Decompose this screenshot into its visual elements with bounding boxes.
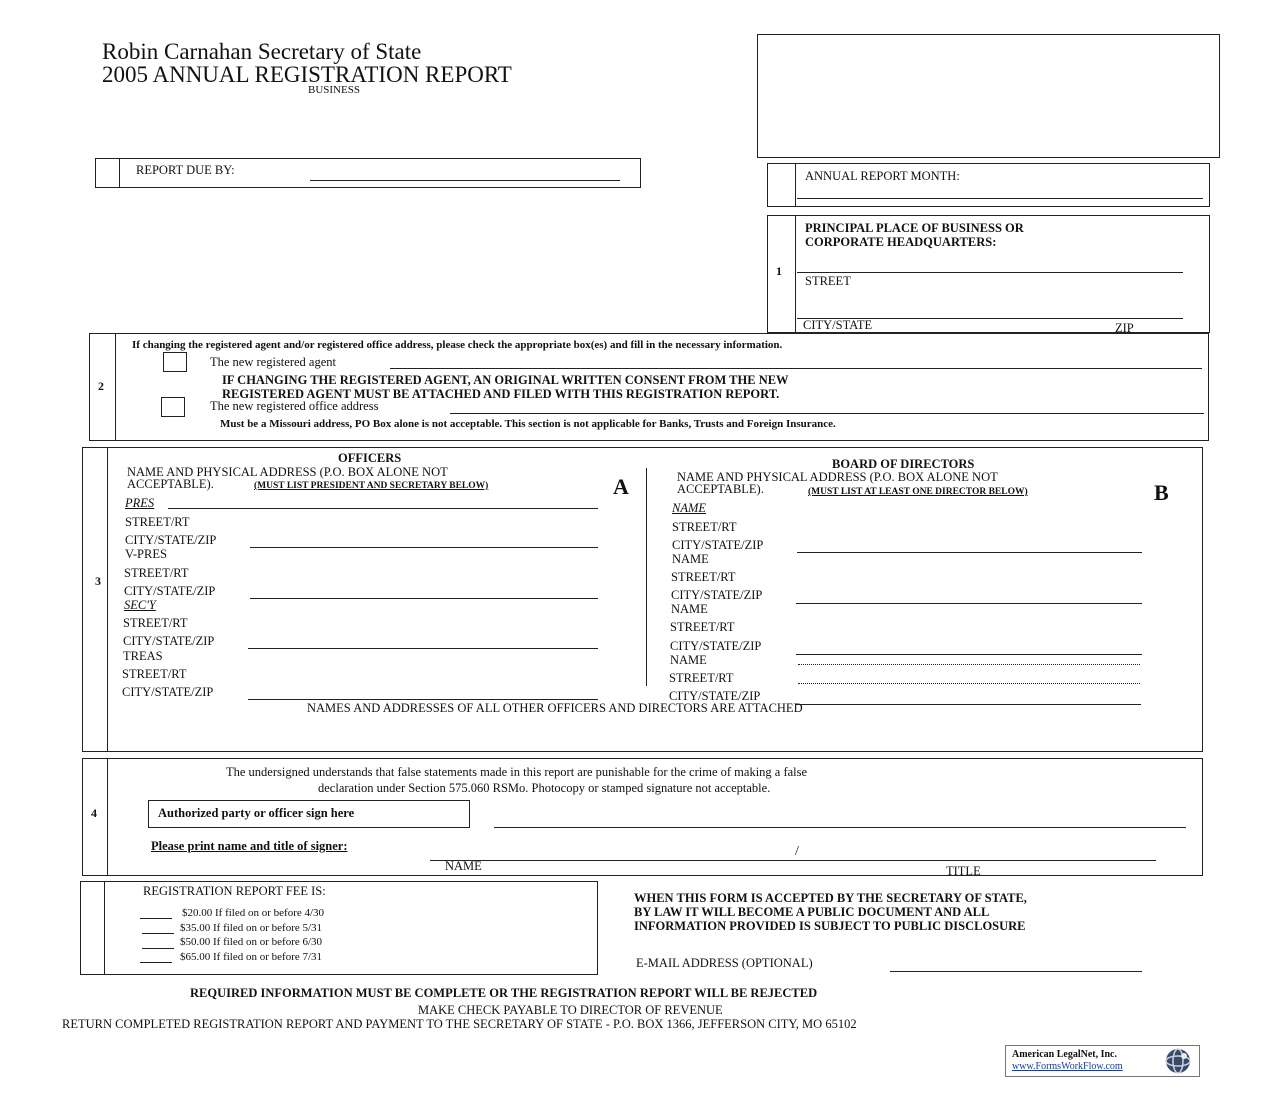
new-agent-field[interactable] (390, 368, 1202, 369)
printed-name-field[interactable] (430, 860, 1156, 861)
section3-divider (646, 468, 647, 686)
new-office-field[interactable] (450, 413, 1204, 414)
director4-street-label: STREET/RT (669, 671, 734, 685)
pres-label: PRES (125, 496, 155, 510)
agent-warning-line1: IF CHANGING THE REGISTERED AGENT, AN ORIGINAL WRITTEN CONSENT FROM THE NEW (222, 373, 789, 387)
director2-street-label: STREET/RT (671, 570, 736, 584)
forms-workflow-globe-icon (1160, 1047, 1196, 1075)
director4-name-field[interactable] (798, 664, 1140, 665)
new-agent-label: The new registered agent (210, 355, 336, 369)
director1-csz-label: CITY/STATE/ZIP (672, 538, 764, 552)
missouri-note: Must be a Missouri address, PO Box alone is not acceptable. This section is not applicable for Banks, Trusts and Foreign Insurance. (220, 418, 836, 430)
false-statement-line2: declaration under Section 575.060 RSMo. Photocopy or stamped signature not acceptable. (318, 781, 771, 795)
footer-required: REQUIRED INFORMATION MUST BE COMPLETE OR THE REGISTRATION REPORT WILL BE REJECTED (190, 986, 818, 1000)
section1-title-line2: CORPORATE HEADQUARTERS: (805, 235, 997, 249)
director3-street-label: STREET/RT (670, 620, 735, 634)
header-title-line2: 2005 ANNUAL REGISTRATION REPORT (102, 62, 512, 87)
agent-warning-line2: REGISTERED AGENT MUST BE ATTACHED AND FILED WITH THIS REGISTRATION REPORT. (222, 387, 780, 401)
pres-csz-label: CITY/STATE/ZIP (125, 533, 217, 547)
section4-number: 4 (91, 806, 97, 820)
business-address-line[interactable] (797, 272, 1183, 273)
header-subtitle: BUSINESS (308, 84, 360, 96)
director4-csz-field[interactable] (795, 704, 1141, 705)
directors-letter: B (1154, 480, 1169, 505)
report-due-field[interactable] (310, 180, 620, 181)
fee-50-label: $50.00 If filed on or before 6/30 (180, 936, 323, 948)
signature-field[interactable] (494, 827, 1186, 828)
false-statement-line1: The undersigned understands that false statements made in this report are punishable for the crime of making a false (226, 765, 808, 779)
public-notice-line2: BY LAW IT WILL BECOME A PUBLIC DOCUMENT AND ALL (634, 905, 990, 919)
email-field[interactable] (890, 971, 1142, 972)
public-notice-line3: INFORMATION PROVIDED IS SUBJECT TO PUBLIC DISCLOSURE (634, 919, 1026, 933)
director3-name-label: NAME (671, 602, 708, 616)
badge-url[interactable]: www.FormsWorkFlow.com (1012, 1061, 1123, 1072)
fee-35-blank[interactable] (142, 933, 174, 934)
name-title-slash: / (795, 844, 799, 859)
treas-street-label: STREET/RT (122, 667, 187, 681)
secy-street-label: STREET/RT (123, 616, 188, 630)
city-state-label: CITY/STATE (803, 318, 873, 332)
directors-must-list: (MUST LIST AT LEAST ONE DIRECTOR BELOW) (808, 487, 1028, 497)
fee-title: REGISTRATION REPORT FEE IS: (143, 884, 326, 898)
secy-csz-field[interactable] (248, 648, 598, 649)
sign-here-label: Authorized party or officer sign here (158, 806, 355, 820)
fee-65-blank[interactable] (140, 962, 172, 963)
director1-street-label: STREET/RT (672, 520, 737, 534)
secy-label: SEC'Y (124, 598, 156, 612)
directors-heading-line2: ACCEPTABLE). (677, 482, 764, 496)
director2-csz-field[interactable] (796, 603, 1142, 604)
email-label: E-MAIL ADDRESS (OPTIONAL) (636, 956, 813, 970)
officers-letter: A (613, 474, 629, 499)
director4-csz-label: CITY/STATE/ZIP (669, 689, 761, 703)
street-label: STREET (805, 274, 851, 288)
director4-name-label: NAME (670, 653, 707, 667)
zip-label: ZIP (1115, 321, 1134, 335)
fee-20-label: $20.00 If filed on or before 4/30 (182, 907, 325, 919)
footer-return: RETURN COMPLETED REGISTRATION REPORT AND PAYMENT TO THE SECRETARY OF STATE - P.O. BOX 1366, JEFFERSON CITY, MO 65102 (62, 1017, 857, 1031)
fee-65-label: $65.00 If filed on or before 7/31 (180, 951, 323, 963)
director2-name-label: NAME (672, 552, 709, 566)
header-title-line1: Robin Carnahan Secretary of State (102, 39, 422, 64)
new-agent-checkbox[interactable] (163, 352, 187, 372)
report-due-label: REPORT DUE BY: (136, 163, 235, 177)
secy-csz-label: CITY/STATE/ZIP (123, 634, 215, 648)
director3-csz-label: CITY/STATE/ZIP (670, 639, 762, 653)
footer-check: MAKE CHECK PAYABLE TO DIRECTOR OF REVENUE (418, 1003, 723, 1017)
officers-heading-line2: ACCEPTABLE). (127, 477, 214, 491)
treas-label: TREAS (123, 649, 163, 663)
pres-name-field[interactable] (168, 508, 598, 509)
attached-note: NAMES AND ADDRESSES OF ALL OTHER OFFICERS AND DIRECTORS ARE ATTACHED (307, 701, 803, 715)
public-notice-line1: WHEN THIS FORM IS ACCEPTED BY THE SECRETARY OF STATE, (634, 891, 1027, 905)
pres-street-label: STREET/RT (125, 515, 190, 529)
new-office-checkbox[interactable] (161, 397, 185, 417)
section2-intro: If changing the registered agent and/or registered office address, please check the appropriate box(es) and fill in the necessary information. (132, 339, 783, 351)
section3-number: 3 (95, 574, 101, 588)
vpres-csz-field[interactable] (250, 598, 598, 599)
director1-name-label: NAME (672, 501, 707, 515)
fee-20-blank[interactable] (140, 918, 172, 919)
vpres-csz-label: CITY/STATE/ZIP (124, 584, 216, 598)
print-name-label: Please print name and title of signer: (151, 839, 348, 853)
director3-csz-field[interactable] (796, 654, 1142, 655)
title-label: TITLE (946, 864, 981, 878)
name-label: NAME (445, 859, 482, 873)
treas-csz-field[interactable] (248, 699, 598, 700)
director4-street-field[interactable] (798, 683, 1140, 684)
badge-company: American LegalNet, Inc. (1012, 1049, 1117, 1060)
vpres-street-label: STREET/RT (124, 566, 189, 580)
fee-50-blank[interactable] (142, 948, 174, 949)
section2-number: 2 (98, 379, 104, 393)
new-office-label: The new registered office address (210, 399, 379, 413)
directors-heading-line1: NAME AND PHYSICAL ADDRESS (P.O. BOX ALONE NOT (677, 470, 998, 484)
office-use-stamp-box (757, 34, 1220, 158)
officers-heading-line1: NAME AND PHYSICAL ADDRESS (P.O. BOX ALONE NOT (127, 465, 448, 479)
section1-title-line1: PRINCIPAL PLACE OF BUSINESS OR (805, 221, 1024, 235)
annual-month-label: ANNUAL REPORT MONTH: (805, 169, 960, 183)
officers-title: OFFICERS (338, 451, 402, 465)
annual-month-field[interactable] (797, 198, 1203, 199)
director2-csz-label: CITY/STATE/ZIP (671, 588, 763, 602)
section1-number: 1 (776, 264, 782, 278)
vpres-label: V-PRES (125, 547, 167, 561)
pres-csz-field[interactable] (250, 547, 598, 548)
treas-csz-label: CITY/STATE/ZIP (122, 685, 214, 699)
directors-title: BOARD OF DIRECTORS (832, 457, 975, 471)
director1-csz-field[interactable] (797, 552, 1142, 553)
fee-35-label: $35.00 If filed on or before 5/31 (180, 922, 323, 934)
officers-must-list: (MUST LIST PRESIDENT AND SECRETARY BELOW) (254, 481, 489, 491)
